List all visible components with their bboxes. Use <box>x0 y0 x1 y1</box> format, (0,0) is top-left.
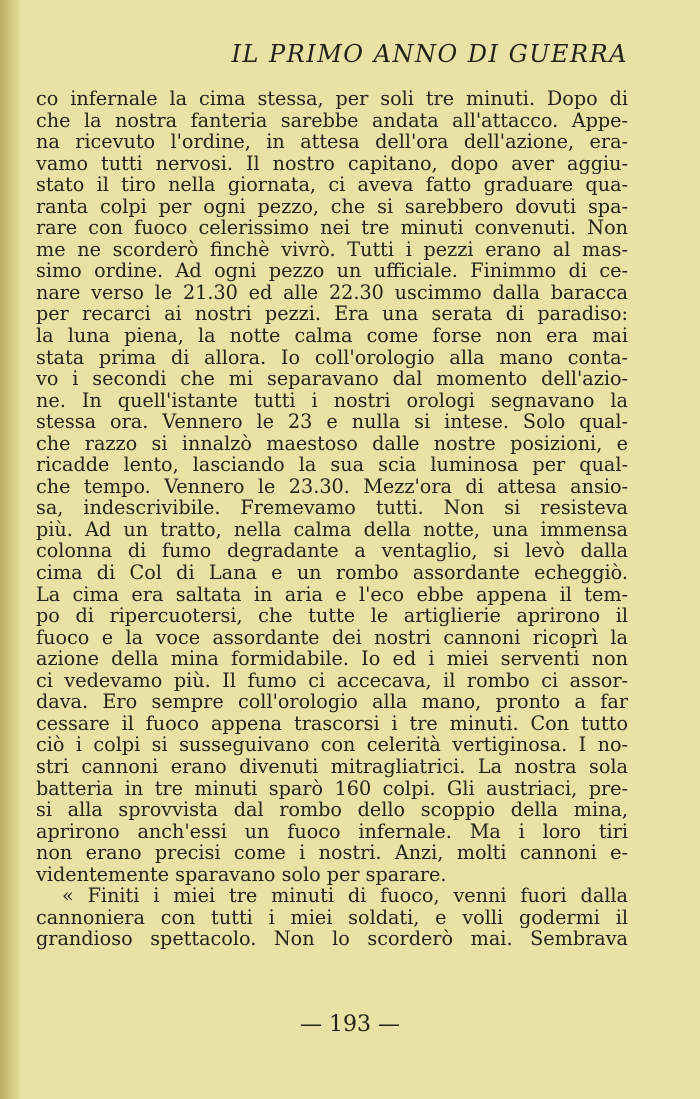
text-line: La cima era saltata in aria e l'eco ebbe appena il tem- <box>36 583 628 606</box>
text-line: batteria in tre minuti sparò 160 colpi. Gli austriaci, pre- <box>36 777 628 800</box>
page-spine-shadow <box>0 0 22 1099</box>
text-line: che la nostra fanteria sarebbe andata all'attacco. Appe- <box>36 109 628 132</box>
body-text <box>36 88 628 950</box>
text-line: me ne scorderò finchè vivrò. Tutti i pezzi erano al mas- <box>36 238 628 261</box>
text-line: fuoco e la voce assordante dei nostri cannoni ricoprì la <box>36 626 628 649</box>
text-line: simo ordine. Ad ogni pezzo un ufficiale. Finimmo di ce- <box>36 260 628 282</box>
text-line: stato il tiro nella giornata, ci aveva fatto graduare qua- <box>36 174 628 196</box>
text-line-paragraph-start: « Finiti i miei tre minuti di fuoco, venni fuori dalla <box>62 885 628 907</box>
text-line: colonna di fumo degradante a ventaglio, si levò dalla <box>36 540 628 563</box>
text-line: ricadde lento, lasciando la sua scia luminosa per qual- <box>36 454 628 476</box>
text-line: aprirono anch'essi un fuoco infernale. Ma i loro tiri <box>36 820 628 843</box>
text-line: per recarci ai nostri pezzi. Era una serata di paradiso: <box>36 303 628 326</box>
text-line: rare con fuoco celerissimo nei tre minuti convenuti. Non <box>36 217 628 239</box>
text-line: po di ripercuotersi, che tutte le artiglierie aprirono il <box>36 605 628 627</box>
text-line: cannoniera con tutti i miei soldati, e volli godermi il <box>36 906 628 929</box>
text-line: na ricevuto l'ordine, in attesa dell'ora dell'azione, era- <box>36 131 628 153</box>
text-line: azione della mina formidabile. Io ed i miei serventi non <box>36 648 628 670</box>
page-number: — 193 — <box>300 1012 400 1037</box>
text-line: stata prima di allora. Io coll'orologio alla mano conta- <box>36 346 628 369</box>
text-line: più. Ad un tratto, nella calma della notte, una immensa <box>36 518 628 541</box>
text-line: che razzo si innalzò maestoso dalle nostre posizioni, e <box>36 432 628 455</box>
text-line: sa, indescrivibile. Fremevamo tutti. Non si resisteva <box>36 497 628 519</box>
text-line: co infernale la cima stessa, per soli tre minuti. Dopo di <box>36 88 628 110</box>
text-line: ci vedevamo più. Il fumo ci accecava, il rombo ci assor- <box>36 669 628 692</box>
text-line: vo i secondi che mi separavano dal momento dell'azio- <box>36 368 628 390</box>
text-line: grandioso spettacolo. Non lo scorderò mai. Sembrava <box>36 928 628 950</box>
text-line: la luna piena, la notte calma come forse non era mai <box>36 325 628 347</box>
text-line: dava. Ero sempre coll'orologio alla mano, pronto a far <box>36 691 628 713</box>
text-line: cima di Col di Lana e un rombo assordante echeggiò. <box>36 562 628 584</box>
text-line: cessare il fuoco appena trascorsi i tre minuti. Con tutto <box>36 712 628 735</box>
text-line: si alla sprovvista dal rombo dello scoppio della mina, <box>36 799 628 821</box>
text-line: ciò i colpi si susseguivano con celerità vertiginosa. I no- <box>36 734 628 756</box>
text-line: nare verso le 21.30 ed alle 22.30 uscimmo dalla baracca <box>36 281 628 304</box>
text-line: ranta colpi per ogni pezzo, che si sarebbero dovuti spa- <box>36 195 628 218</box>
running-header: IL PRIMO ANNO DI GUERRA <box>231 40 628 68</box>
text-line: ne. In quell'istante tutti i nostri orologi segnavano la <box>36 389 628 412</box>
text-line: vamo tutti nervosi. Il nostro capitano, dopo aver aggiu- <box>36 152 628 175</box>
text-line: non erano precisi come i nostri. Anzi, molti cannoni e- <box>36 842 628 864</box>
text-line: stri cannoni erano divenuti mitragliatrici. La nostra sola <box>36 755 628 778</box>
text-line: che tempo. Vennero le 23.30. Mezz'ora di attesa ansio- <box>36 475 628 498</box>
text-line-paragraph-end: videntemente sparavano solo per sparare. <box>36 863 447 886</box>
text-line: stessa ora. Vennero le 23 e nulla si intese. Solo qual- <box>36 411 628 433</box>
